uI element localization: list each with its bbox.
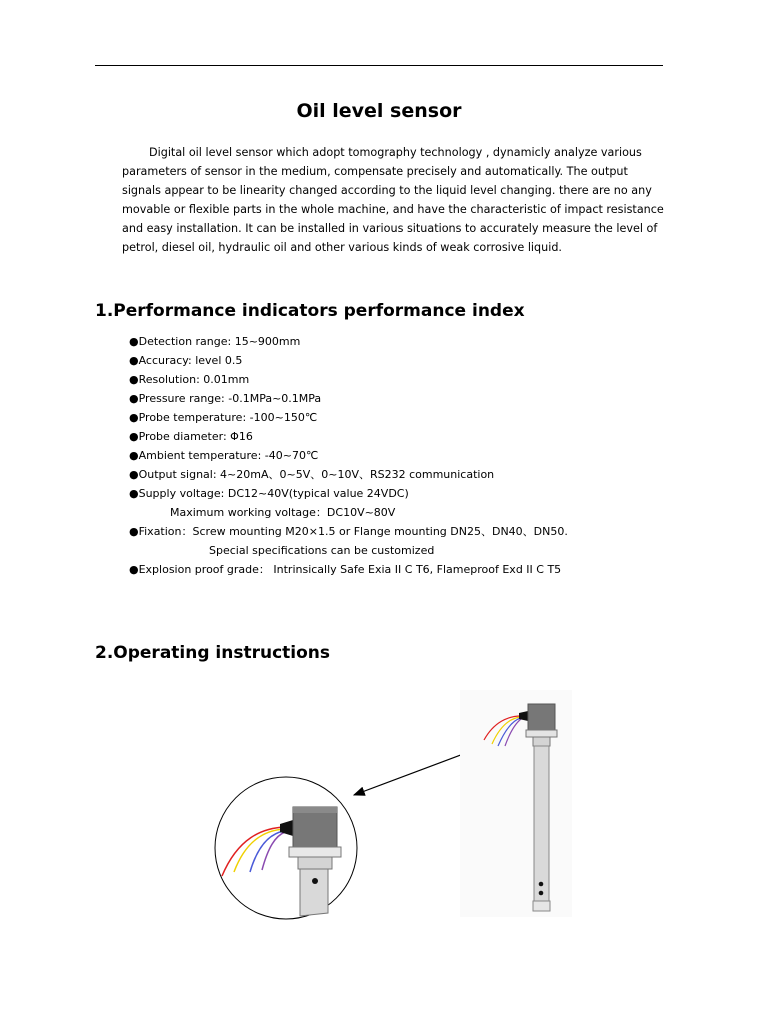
spec-ambient-temperature: ●Ambient temperature: -40~70℃ [129,449,319,462]
full-fitting-top [526,730,557,737]
spec-output-signal: ●Output signal: 4~20mA、0~5V、0~10V、RS232 communication [129,468,495,481]
full-fitting-neck [533,737,550,746]
section2-heading: 2.Operating instructions [95,643,331,663]
intro-paragraph [122,143,667,257]
spec-accuracy: ●Accuracy: level 0.5 [129,354,243,367]
spec-probe-temperature: ●Probe temperature: -100~150℃ [129,411,318,424]
spec-supply-voltage: ●Supply voltage: DC12~40V(typical value 24VDC) [129,487,409,500]
spec-probe-diameter: ●Probe diameter: Φ16 [129,430,253,443]
spec-list [129,332,689,579]
spec-pressure-range: ●Pressure range: -0.1MPa~0.1MPa [129,392,322,405]
full-probe-end-cap [533,901,550,911]
zoom-head-top [293,807,337,813]
sensor-figure [0,680,768,930]
spec-resolution: ●Resolution: 0.01mm [129,373,250,386]
page-title: Oil level sensor [296,100,462,122]
spec-explosion-proof: ●Explosion proof grade： Intrinsically Safe Exia II C T6, Flameproof Exd II C T5 [129,563,562,576]
spec-max-working-voltage: Maximum working voltage：DC10V~80V [170,506,396,519]
spec-custom-note: Special specifications can be customized [209,544,435,557]
section1-heading: 1.Performance indicators performance index [95,301,525,321]
spec-detection-range: ●Detection range: 15~900mm [129,335,301,348]
top-rule [95,65,663,66]
intro-text: Digital oil level sensor which adopt tomography technology , dynamicly analyze various parameters of sensor in the medium, compensate precisely and automatically. The output signals appear to be linearity changed according to the liquid level changing. there are no any movable or flexible parts in the whole machine, and have the characteristic of impact resistance and easy installation. It can be installed in various situations to accurately measure the level of petrol, diesel oil, hydraulic oil and other various kinds of weak corrosive liquid. [122,146,664,254]
zoom-fitting-neck [298,857,332,869]
full-sensor [460,690,572,917]
sensor-illustration [0,680,768,930]
zoom-detail [215,777,357,919]
zoom-probe-tube [300,869,328,916]
zoom-fitting-top [289,847,341,857]
full-probe-hole-2 [539,891,544,896]
full-sensor-head [528,704,555,730]
full-probe-hole-1 [539,882,544,887]
spec-fixation: ●Fixation：Screw mounting M20×1.5 or Flange mounting DN25、DN40、DN50. [129,525,568,538]
full-probe-tube [534,746,549,901]
zoom-probe-hole [312,878,318,884]
